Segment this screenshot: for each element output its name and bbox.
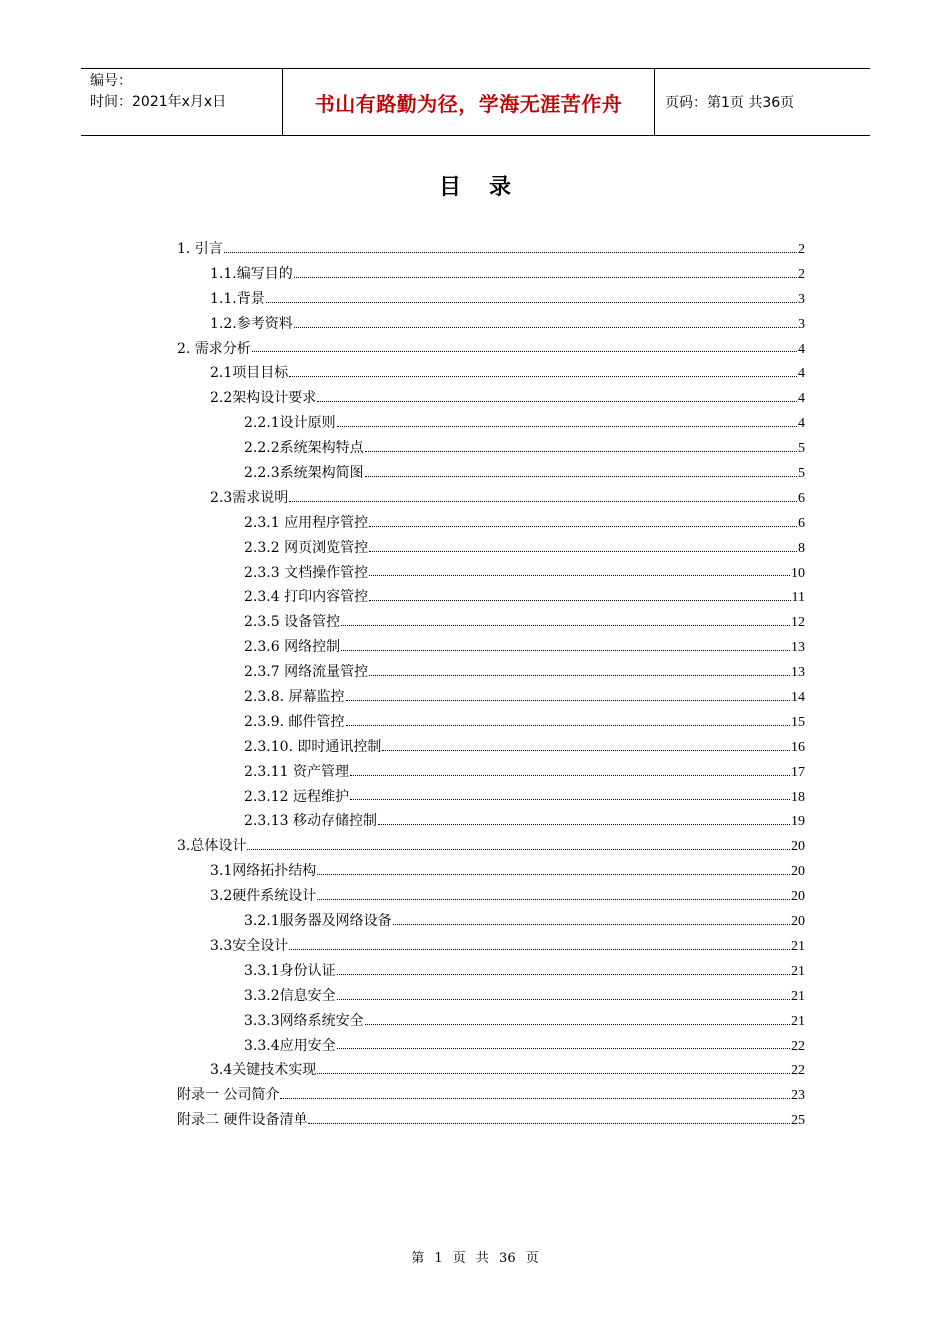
toc-entry-label: 2.3.11 资产管理 [244,763,349,780]
toc-entry-page: 16 [791,739,805,755]
toc-entry-page: 21 [791,938,805,954]
toc-leader-dots [294,326,797,328]
toc-entry-page: 6 [798,515,805,531]
toc-entry-label: 2.2架构设计要求 [210,390,317,407]
toc-entry-page: 10 [791,565,805,581]
toc-leader-dots [365,475,797,477]
toc-leader-dots [341,624,790,626]
toc-entry-page: 23 [791,1088,805,1104]
toc-entry[interactable] [177,935,805,960]
toc-entry-page: 21 [791,963,805,979]
toc-entry-label: 1.1.编写目的 [210,265,293,282]
toc-entry[interactable] [177,263,805,288]
toc-entry-label: 3.3.2信息安全 [244,987,336,1004]
toc-entry-label: 3.3.4应用安全 [244,1037,336,1054]
page-footer: 第 1 页 共 36 页 [411,1251,539,1266]
toc-entry-label: 2.3需求说明 [210,489,289,506]
toc-entry-page: 2 [798,242,805,257]
toc-entry[interactable] [177,238,805,263]
toc-leader-dots [317,898,790,900]
toc-entry-page: 13 [791,665,805,681]
toc-entry[interactable] [177,537,805,562]
toc-entry[interactable] [177,860,805,885]
toc-leader-dots [369,674,790,676]
toc-entry-label: 2.2.1设计原则 [244,415,336,432]
toc-entry-page: 13 [791,640,805,656]
toc-entry-page: 22 [791,1063,805,1079]
toc-entry-label: 2.3.3 文档操作管控 [244,564,369,581]
toc-entry-label: 3.3.1身份认证 [244,962,336,979]
toc-leader-dots [346,724,790,726]
toc-entry-page: 5 [798,441,805,457]
toc-leader-dots [308,1122,790,1124]
toc-entry-label: 2.3.1 应用程序管控 [244,514,369,531]
toc-leader-dots [337,425,797,427]
toc-entry[interactable] [177,761,805,786]
document-time-label: 时间：2021年x月x日 [90,94,227,110]
toc-entry-label: 3.3安全设计 [210,937,289,954]
toc-entry-page: 4 [798,341,805,357]
toc-entry-page: 22 [791,1038,805,1054]
toc-entry-label: 2.3.6 网络控制 [244,639,341,656]
toc-entry-page: 4 [798,416,805,432]
toc-entry-page: 20 [791,889,805,905]
toc-leader-dots [289,375,797,377]
toc-entry-page: 4 [798,366,805,382]
toc-entry-page: 4 [798,391,805,407]
toc-entry-page: 6 [798,490,805,506]
header-meta [81,69,282,135]
toc-leader-dots [317,400,797,402]
toc-leader-dots [266,301,797,303]
toc-entry-label: 2.3.10. 即时通讯控制 [244,738,382,755]
toc-entry[interactable] [177,362,805,387]
toc-leader-dots [294,276,797,278]
toc-leader-dots [365,450,797,452]
toc-entry[interactable] [177,611,805,636]
toc-entry-label: 2.3.13 移动存储控制 [244,813,377,830]
toc-entry-label: 3.总体设计 [177,838,247,855]
toc-entry-label: 2.3.8. 屏幕监控 [244,689,345,706]
toc-entry[interactable] [177,985,805,1010]
toc-entry-label: 1. 引言 [177,241,223,257]
toc-leader-dots [369,574,790,576]
toc-entry-page: 3 [798,291,805,307]
toc-leader-dots [378,823,790,825]
page-title: 目录 [438,175,539,200]
toc-entry-label: 2.3.2 网页浏览管控 [244,539,369,556]
toc-entry[interactable] [177,338,805,363]
toc-entry-page: 12 [791,615,805,631]
toc-entry[interactable] [177,910,805,935]
toc-leader-dots [346,699,790,701]
toc-entry-page: 14 [791,690,805,706]
toc-entry-label: 2.2.2系统架构特点 [244,440,364,457]
toc-leader-dots [252,350,797,352]
toc-leader-dots [350,774,790,776]
toc-entry-label: 3.2.1服务器及网络设备 [244,913,392,930]
toc-leader-dots [369,550,797,552]
toc-entry[interactable] [177,1035,805,1060]
toc-entry-page: 17 [791,764,805,780]
toc-entry-label: 2.1项目目标 [210,365,289,382]
toc-entry-page: 2 [798,266,805,282]
toc-leader-dots [369,599,790,601]
toc-leader-dots [337,973,790,975]
toc-entry-label: 2.3.4 打印内容管控 [244,589,369,606]
toc-entry-page: 25 [791,1113,805,1129]
toc-entry[interactable] [177,661,805,686]
toc-entry-page: 5 [798,466,805,482]
toc-leader-dots [341,649,790,651]
toc-entry-page: 15 [791,714,805,730]
toc-leader-dots [337,998,790,1000]
toc-leader-dots [393,923,790,925]
toc-leader-dots [369,525,797,527]
toc-entry[interactable] [177,487,805,512]
toc-entry[interactable] [177,288,805,313]
toc-entry-label: 3.1网络拓扑结构 [210,863,317,880]
toc-entry[interactable] [177,711,805,736]
toc-leader-dots [382,749,790,751]
toc-leader-dots [289,948,790,950]
toc-entry-label: 2.3.9. 邮件管控 [244,713,345,730]
toc-entry[interactable] [177,586,805,611]
toc-entry-label: 3.2硬件系统设计 [210,888,317,905]
toc-entry-label: 2.3.12 远程维护 [244,788,349,805]
toc-entry-label: 2. 需求分析 [177,340,251,357]
toc-entry-label: 附录二 硬件设备清单 [177,1112,308,1129]
toc-entry-label: 2.3.7 网络流量管控 [244,664,369,681]
toc-leader-dots [247,848,790,850]
toc-leader-dots [350,798,790,800]
toc-entry[interactable] [177,512,805,537]
toc-entry[interactable] [177,313,805,338]
toc-entry[interactable] [177,786,805,811]
toc-entry-label: 1.1.背景 [210,290,265,307]
toc-leader-dots [289,500,797,502]
header-motto: 书山有路勤为径，学海无涯苦作舟 [282,69,655,135]
toc-entry[interactable] [177,387,805,412]
toc-entry-page: 8 [798,540,805,556]
toc-entry[interactable] [177,437,805,462]
toc-leader-dots [365,1023,790,1025]
toc-entry[interactable] [177,1109,805,1134]
toc-entry-page: 3 [798,316,805,332]
toc-entry[interactable] [177,562,805,587]
toc-entry[interactable] [177,462,805,487]
toc-entry-page: 20 [791,914,805,930]
toc-entry[interactable] [177,636,805,661]
toc-entry-label: 1.2.参考资料 [210,315,293,332]
toc-entry-label: 3.3.3网络系统安全 [244,1012,364,1029]
toc-entry-label: 3.4关键技术实现 [210,1062,317,1079]
toc-leader-dots [317,1072,790,1074]
toc-entry[interactable] [177,412,805,437]
toc-entry-page: 18 [791,789,805,805]
toc-entry[interactable] [177,885,805,910]
document-number-label: 编号： [90,73,132,89]
toc-entry-page: 20 [791,864,805,880]
toc-entry-page: 21 [791,1013,805,1029]
toc-entry[interactable] [177,736,805,761]
toc-entry-label: 2.3.5 设备管控 [244,614,341,631]
toc-leader-dots [317,873,790,875]
table-of-contents [177,238,805,1134]
toc-entry[interactable] [177,686,805,711]
toc-entry-label: 2.2.3系统架构简图 [244,465,364,482]
toc-entry[interactable] [177,1084,805,1109]
toc-entry[interactable] [177,960,805,985]
toc-leader-dots [337,1047,790,1049]
toc-leader-dots [280,1097,790,1099]
toc-entry[interactable] [177,1059,805,1084]
toc-entry[interactable] [177,835,805,860]
toc-entry-label: 附录一 公司简介 [177,1087,280,1104]
page-header [81,68,870,136]
toc-entry-page: 11 [791,590,805,606]
header-page-info: 页码：第1页 共36页 [665,95,795,111]
toc-entry[interactable] [177,1010,805,1035]
toc-entry-page: 19 [791,814,805,830]
toc-leader-dots [224,251,797,253]
toc-entry-page: 20 [791,839,805,855]
toc-entry-page: 21 [791,988,805,1004]
toc-entry[interactable] [177,810,805,835]
